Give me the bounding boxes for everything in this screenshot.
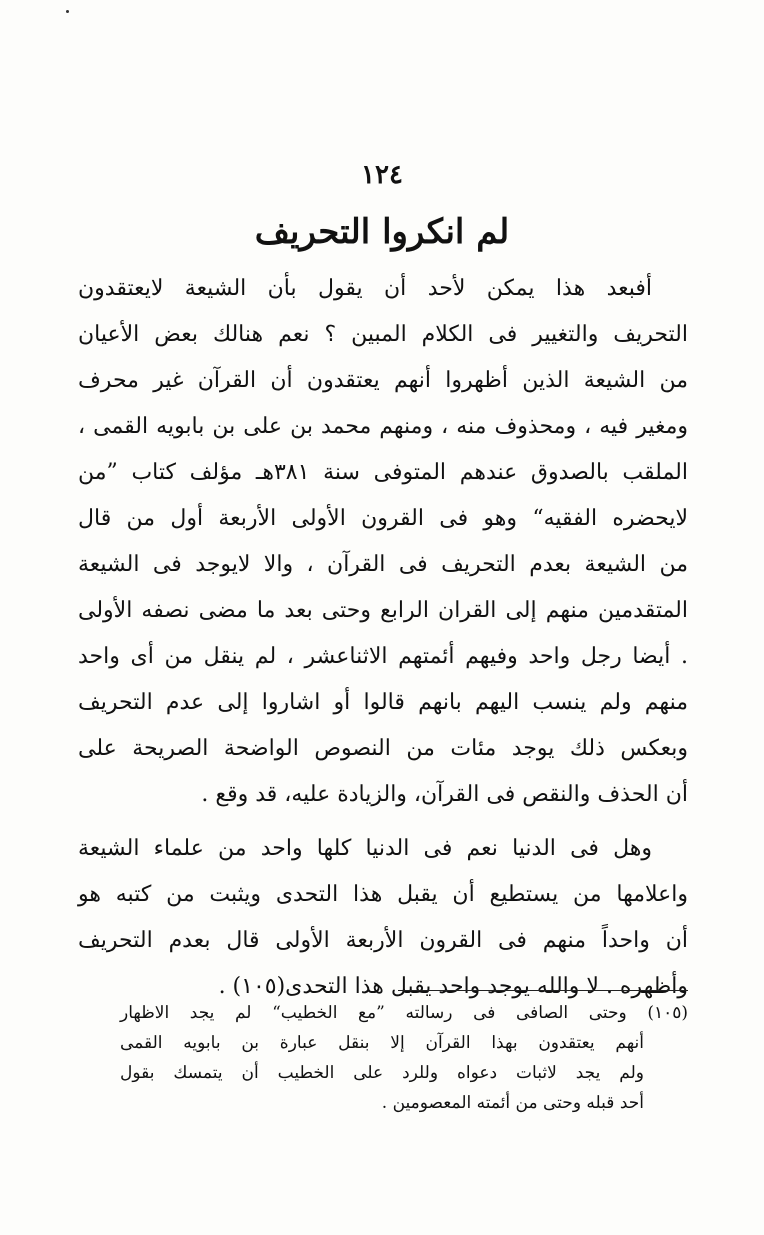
text-line: أن واحداً منهم فى القرون الأربعة الأولى قال بعدم التحريف [78,928,689,953]
paragraph-1 [78,266,688,818]
text-line: من الشيعة الذين أظهروا أنهم يعتقدون أن القرآن غير محرف [78,368,688,393]
footnote-line: ولم يجد لاثبات دعواه وللرد على الخطيب أن يتمسك بقول [120,1063,644,1083]
text-line: واعلامها من يستطيع أن يقبل هذا التحدى ويثبت من كتبه هو [78,882,688,907]
footnote-line: أنهم يعتقدون بهذا القرآن إلا بنقل عبارة بن بابويه القمى [120,1033,644,1053]
section-heading: لم انكروا التحريف [254,212,510,252]
page-number: ١٢٤ [361,160,403,190]
text-line: الملقب بالصدوق عندهم المتوفى سنة ٣٨١هـ مؤلف كتاب ”من [78,460,688,485]
scan-speck [66,10,69,13]
text-line: المتقدمين منهم إلى القران الرابع وحتى بعد ما مضى نصفه الأولى [78,598,688,623]
text-line: . أيضا رجل واحد وفيهم أئمتهم الاثناعشر ، لم ينقل من أى واحد [78,644,688,669]
text-line: ومغير فيه ، ومحذوف منه ، ومنهم محمد بن على بن بابويه القمى ، [78,414,688,439]
text-line: التحريف والتغيير فى الكلام المبين ؟ نعم هنالك بعض الأعيان [78,322,688,347]
text-line: منهم ولم ينسب اليهم بانهم قالوا أو اشاروا إلى عدم التحريف [78,690,688,715]
text-line: أفبعد هذا يمكن لأحد أن يقول بأن الشيعة لايعتقدون [78,276,652,301]
text-line: وأظهره . لا والله يوجد واحد يقبل هذا التحدى(١٠٥) . [218,974,688,999]
text-line: وبعكس ذلك يوجد مئات من النصوص الواضحة الصريحة على [78,736,688,761]
footnote-line: أحد قبله وحتى من أئمته المعصومين . [381,1093,644,1113]
body-text [78,266,688,1010]
text-line: لايحضره الفقيه“ وهو فى القرون الأولى الأربعة أول من قال [78,506,688,531]
footnote [120,998,688,1118]
text-line: من الشيعة بعدم التحريف فى القرآن ، والا لايوجد فى الشيعة [78,552,688,577]
footnote-divider [398,990,688,991]
text-line: أن الحذف والنقص فى القرآن، والزيادة عليه، قد وقع . [201,782,688,807]
footnote-line: (١٠٥) وحتى الصافى فى رسالته ”مع الخطيب“ لم يجد الاظهار [120,1003,688,1023]
text-line: وهل فى الدنيا نعم فى الدنيا كلها واحد من علماء الشيعة [78,836,652,861]
paragraph-2 [78,826,688,1010]
